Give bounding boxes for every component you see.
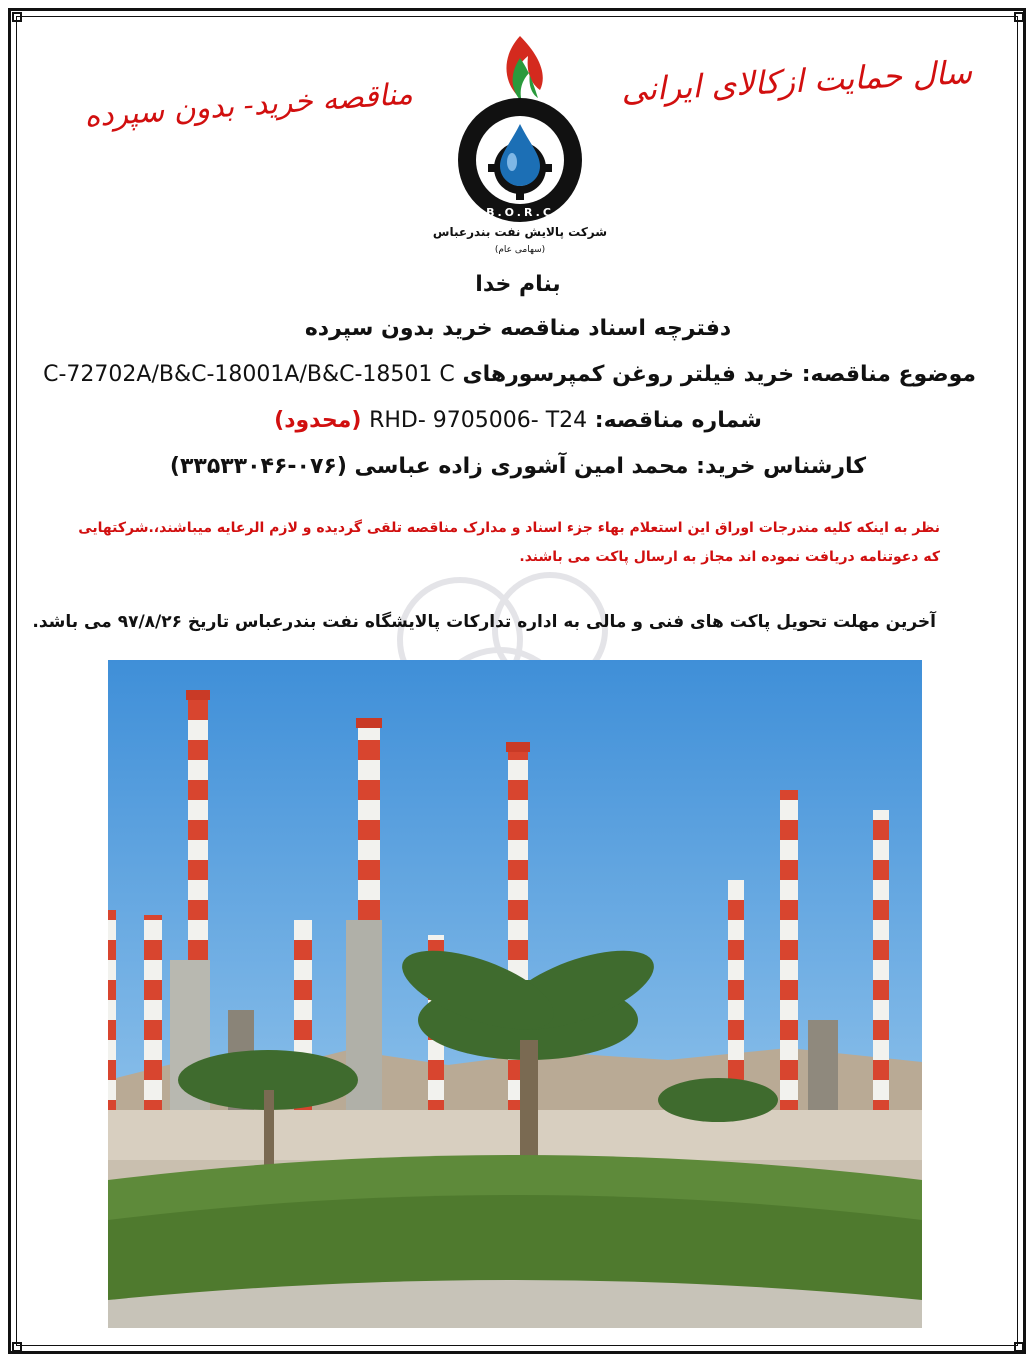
logo-company-type: (سهامی عام): [494, 245, 546, 255]
border-corner: [1014, 12, 1024, 22]
document-title: دفترچه اسناد مناقصه خرید بدون سپرده: [304, 316, 732, 341]
tender-number: [60, 408, 976, 433]
logo-company-name: شرکت پالایش نفت بندرعباس: [432, 225, 608, 239]
logo-abbr: B.O.R.C: [486, 206, 554, 219]
border-corner: [1014, 1342, 1024, 1352]
tender-subject: [43, 362, 976, 387]
tender-subject-label: موضوع مناقصه: خرید فیلتر روغن کمپرسورهای: [462, 362, 976, 387]
submission-deadline: آخرین مهلت تحویل پاکت های فنی و مالی به اداره تدارکات پالایشگاه نفت بندرعباس تاریخ ۹۷/۸/۲۶ می باشد.: [32, 612, 936, 632]
tender-number-label: شماره مناقصه:: [594, 408, 762, 433]
slogan-tender-type: مناقصه خرید- بدون سپرده: [83, 76, 414, 135]
refinery-photo: [108, 660, 922, 1328]
purchase-expert: کارشناس خرید: محمد امین آشوری زاده عباسی (۰۷۶-۳۳۵۳۳۰۴۶): [169, 454, 867, 479]
bismillah-heading: بنام خدا: [475, 272, 561, 297]
borc-logo-icon: [430, 28, 610, 256]
tender-limited-badge: (محدود): [274, 408, 362, 433]
border-corner: [12, 1342, 22, 1352]
notice-paragraph: نظر به اینکه کلیه مندرجات اوراق این استعلام بهاء جزء اسناد و مدارک مناقصه تلقی گردیده و لازم الرعایه میباشند،.شرکتهایی که دعوتنامه دریافت نموده اند مجاز به ارسال پاکت می باشند.: [78, 520, 940, 565]
tender-subject-code: C-72702A/B&C-18001A/B&C-18501 C: [43, 362, 455, 387]
border-corner: [12, 12, 22, 22]
tender-number-code: RHD- 9705006- T24: [369, 408, 588, 433]
slogan-iranian-goods: سال حمایت ازکالای ایرانی: [620, 52, 973, 110]
